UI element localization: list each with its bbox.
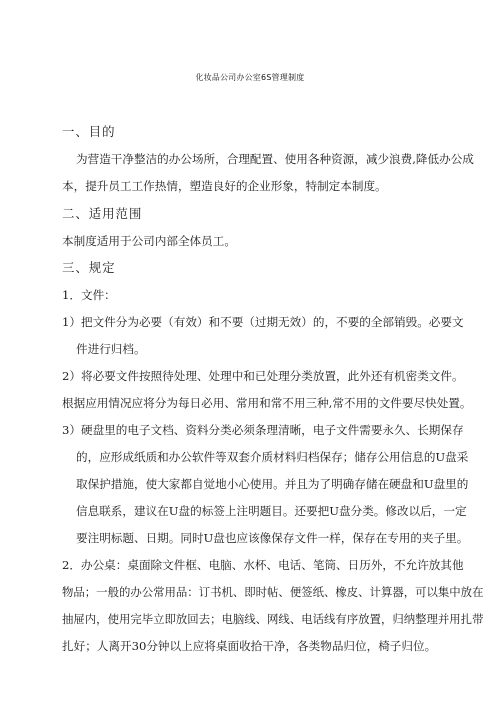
purpose-text-line: 本，提升员工工作热情，塑造良好的企业形象，特制定本制度。 <box>62 179 387 193</box>
item-2-text-line: 2．办公桌：桌面除文件框、电脑、水杯、电话、笔筒、日历外，不允许放其他 <box>62 558 464 572</box>
section-heading-scope: 二、适用范围 <box>62 206 143 221</box>
purpose-text-line: 为营造干净整洁的办公场所，合理配置、使用各种资源，减少浪费,降低办公成 <box>76 152 474 166</box>
item-1-3-text-line: 3）硬盘里的电子文档、资料分类必须条理清晰，电子文件需要永久、长期保存 <box>62 423 464 437</box>
section-heading-rules: 三、规定 <box>62 260 116 275</box>
item-1-3-text-line: 信息联系，建议在U盘的标签上注明题目。还要把U盘分类。修改以后，一定 <box>76 504 467 518</box>
item-1-2-text-line: 根据应用情况应将分为每日必用、常用和常不用三种,常不用的文件要尽快处置。 <box>62 396 472 410</box>
item-1-1-text-line: 1）把文件分为必要（有效）和不要（过期无效）的，不要的全部销毁。必要文 <box>62 315 464 329</box>
document-title: 化妆品公司办公室6S管理制度 <box>195 73 305 82</box>
scope-text-line: 本制度适用于公司内部全体员工。 <box>62 234 236 248</box>
item-2-text-line: 扎好；人离开30分钟以上应将桌面收拾干净，各类物品归位，椅子归位。 <box>62 639 437 653</box>
item-1-title: 1．文件： <box>62 288 116 302</box>
item-2-text-line: 物品；一般的办公常用品：订书机、即时帖、便签纸、橡皮、计算器，可以集中放在 <box>62 585 484 599</box>
item-1-2-text-line: 2）将必要文件按照待处理、处理中和已处理分类放置，此外还有机密类文件。 <box>62 369 464 383</box>
section-heading-purpose: 一、目的 <box>62 124 116 139</box>
item-1-3-text-line: 要注明标题、日期。同时U盘也应该像保存文件一样，保存在专用的夹子里。 <box>76 531 469 545</box>
item-1-3-text-line: 的，应形成纸质和办公软件等双套介质材料归档保存；储存公用信息的U盘采 <box>76 450 469 464</box>
item-1-3-text-line: 取保护措施，使大家都自觉地小心使用。并且为了明确存储在硬盘和U盘里的 <box>76 477 469 491</box>
item-2-text-line: 抽屉内，使用完毕立即放回去；电脑线、网线、电话线有序放置，归纳整理并用扎带 <box>62 612 484 626</box>
item-1-1-text-line: 件进行归档。 <box>76 342 146 356</box>
